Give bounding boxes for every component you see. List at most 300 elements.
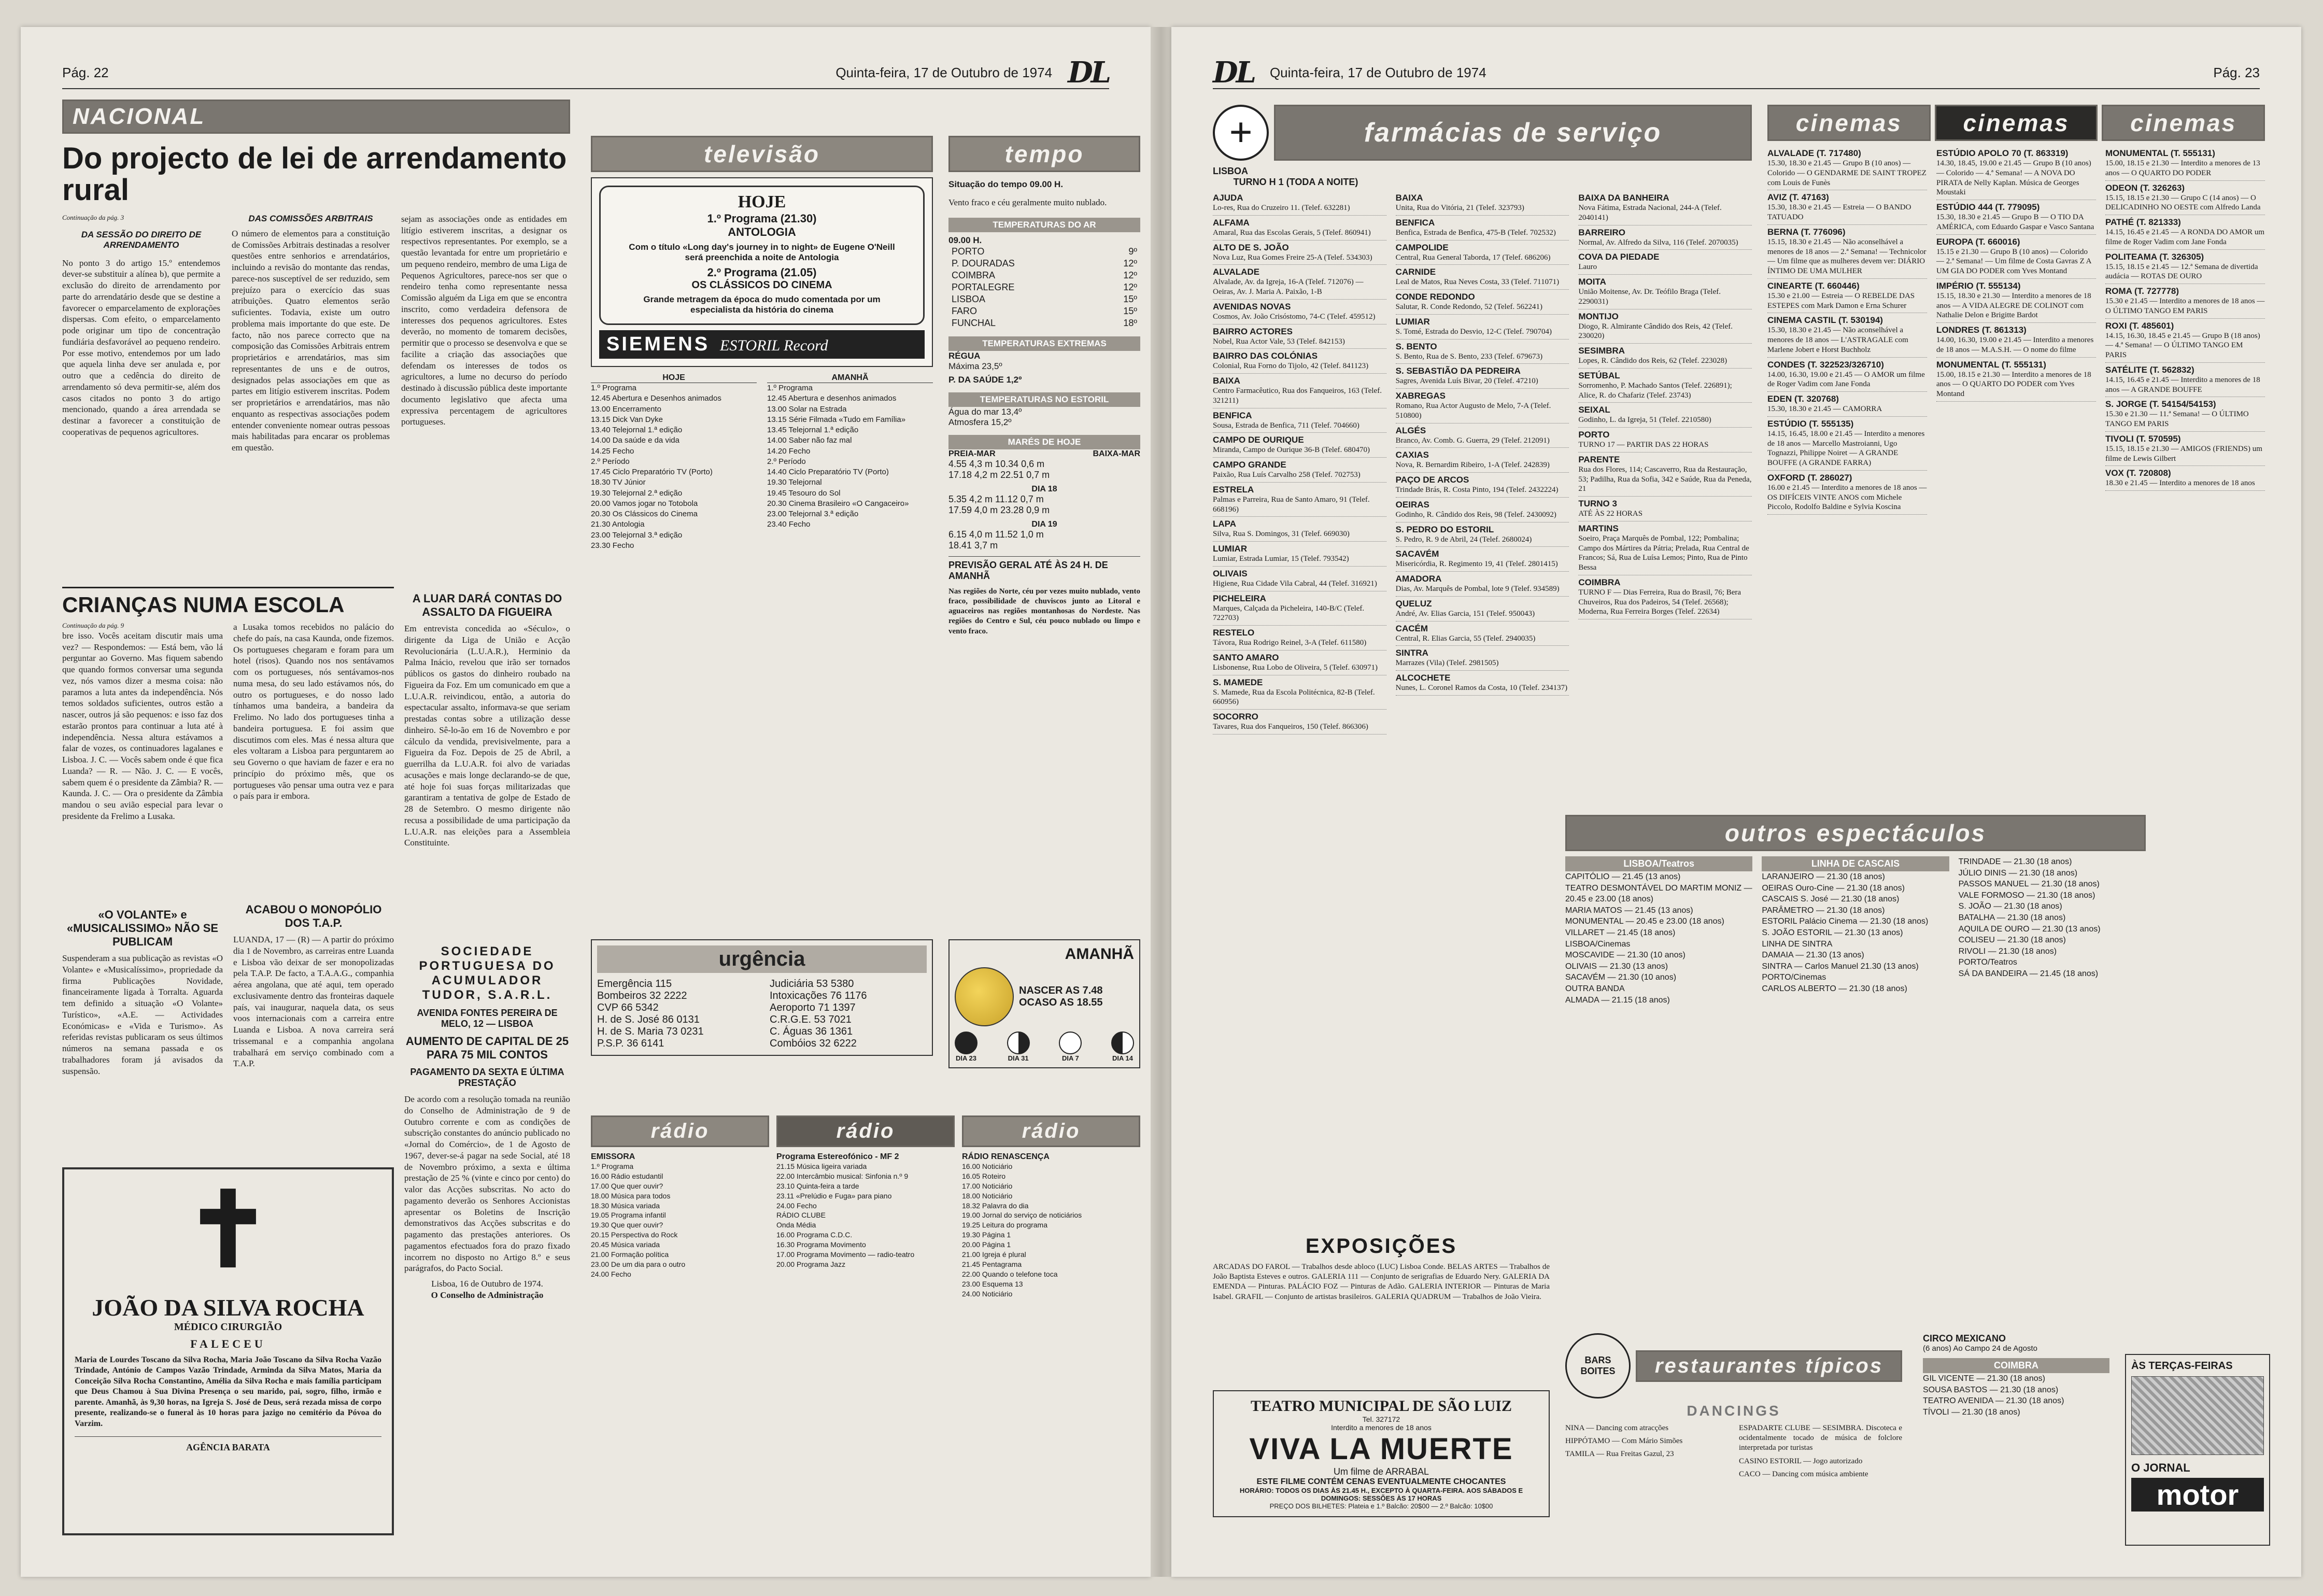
pharmacy-area: CAMPO GRANDE (1213, 460, 1286, 470)
moon-icon (1007, 1032, 1030, 1054)
pharmacy-area: SEIXAL (1578, 405, 1610, 415)
pharmacy-details: S. Tomé, Estrada do Desvio, 12-C (Telef. 790704) (1395, 327, 1552, 336)
schedule-line: ESTORIL Palácio Cinema — 21.30 (18 anos) (1762, 917, 1929, 926)
temperature-city: FARO (952, 305, 978, 316)
schedule-line: S. JOÃO — 21.30 (18 anos) (1958, 902, 2062, 911)
schedule-line: 14.00 Da saúde e da vida (591, 436, 679, 445)
nacional-text: No ponto 3 do artigo 15.º entendemos dever-se substituir a alínea b), que permite a exclusão do direito de arrendamento por parte do arrendatário desde que se destine a favorecer o emparcelamento de explorações dispersas. Com efeito, o emparcelamento pode originar um tipo de concentração fundiária desfavorável ao pequeno rendeiro. Por esse motivo, entendemos por um lado que aquela linha deve ser anulada e, por outro que a cedência do direito de arrendamento só deva permitir-se, além dos casos citados no ponto 3 do artigo mencionado, quando a área arrendada se destinar a favorecer a constituição de cooperativas de pequenos agricultores. (62, 258, 220, 437)
pharmacy-details: Nobel, Rua Actor Vale, 53 (Telef. 842153) (1213, 337, 1345, 346)
cinema-name: SATÉLITE (T. 562832) (2105, 364, 2194, 375)
pharmacy-details: Dias, Av. Marquês de Pombal, lote 9 (Telef. 934589) (1395, 585, 1560, 593)
agua-mar: Água do mar 13,4º (948, 406, 1022, 417)
cinema-name: ROMA (T. 727778) (2105, 286, 2179, 296)
moon-icon (1059, 1032, 1082, 1054)
nacional-text2: O número de elementos para a constituição de Comissões Arbitrais destinadas a resolver questões entre senhorios e arrendatários, incluindo a revisão do montante das rendas, parece-nos susceptível de ser reduzido, sem prejuízo para o exercício das suas atribuições. Quatro elementos serão suficientes. Todavia, existe um outro problema mais importante do que este. De facto, não nos parece correcto que na composição das Comissões Arbitrais entrem proprietários e arrendatários, mas sim representantes de uns e de outros, designados pelas associações em que as partes em litígio estiverem inscritas. Podem ser proprietários e arrendatários, mas não enquanto as respectivas associações podem entender conveniente nomear outras pessoas mais habilitadas para encarar os problemas em questão. (232, 228, 390, 453)
left-page-header (62, 57, 1109, 89)
urgencia-item: P.S.P. 36 6141 (597, 1038, 664, 1049)
pharmacy-details: União Moitense, Av. Dr. Teófilo Braga (Telef. 2290031) (1578, 288, 1721, 306)
pharmacy-entry (1213, 191, 1386, 216)
pharmacy-area: AMADORA (1395, 574, 1442, 584)
urgencia-item: Judiciária 53 5380 (770, 978, 854, 990)
pharmacy-entry (1396, 597, 1569, 622)
newspaper-logo: DL (1068, 55, 1109, 90)
schedule-line: 13.15 Série Filmada «Tudo em Família» (767, 415, 906, 424)
schedule-line: 20.30 Os Clássicos do Cinema (591, 510, 698, 518)
schedule-line: 21.00 Formação política (591, 1250, 669, 1259)
cinemas-banner: cinemas (2102, 105, 2265, 141)
schedule-line: CAPITÓLIO — 21.45 (13 anos) (1565, 872, 1681, 881)
nacional-subhead2: DAS COMISSÕES ARBITRAIS (248, 213, 373, 223)
pharmacy-details: Tavares, Rua dos Fanqueiros, 150 (Telef. 866306) (1213, 723, 1368, 731)
pharmacy-details: Misericórdia, R. Regimento 19, 41 (Telef. 2801415) (1395, 560, 1558, 569)
tv-hoje-list (591, 383, 757, 551)
pharmacy-entry (1396, 572, 1569, 597)
urgencia-box (591, 939, 933, 1056)
urgencia-grid (597, 978, 927, 1050)
cinema-entry (2105, 319, 2265, 363)
pharmacy-entry (1578, 453, 1752, 497)
pharmacy-details: S. Pedro, R. 9 de Abril, 24 (Telef. 2680024) (1395, 535, 1532, 544)
temperature-city: P. DOURADAS (952, 258, 1015, 269)
obituary-name: JOÃO DA SILVA ROCHA (92, 1294, 364, 1321)
restaurantes-banner: restaurantes típicos (1636, 1350, 1902, 1382)
moon-phase (1007, 1032, 1030, 1062)
pharmacy-area: CARNIDE (1395, 267, 1436, 277)
schedule-line: VALE FORMOSO — 21.30 (18 anos) (1958, 891, 2095, 900)
tempo-section (948, 136, 1140, 637)
cinemas-col3 (2105, 146, 2265, 515)
urgencia-item: Bombeiros 32 2222 (597, 990, 687, 1001)
radio-col2 (776, 1162, 955, 1269)
volante-text: Suspenderam a sua publicação as revistas «O Volante» e «Musicalíssimo», propriedade da firma Publicações Novidade, financeiramente ligada à Torralta. Aguarda tem definido a situação «O Volante» Turístico», «A.E. — Actividades Económicas» e «Vida e Turismo». As referidas revistas publicaram os seus últimos números na semana passada e os trabalhadores foram já avisados da suspensão. (62, 953, 223, 1076)
schedule-line: SINTRA — Carlos Manuel 21.30 (13 anos) (1762, 962, 1919, 971)
espectaculos-banner: outros espectáculos (1565, 815, 2146, 851)
schedule-line: LARANJEIRO — 21.30 (18 anos) (1762, 872, 1885, 881)
obituary-text: Maria de Lourdes Toscano da Silva Rocha, Maria João Toscano da Silva Rocha Vazão Trindade, António de Campos Vazão Trindade, Arminda da Silva Matos, Maria da Conceição Silva Rocha Constantino, Amélia da Silva Rocha e mais família participam que Deus Chamou à Sua Divina Presença o seu marido, pai, sogro, filho, irmão e parente. Amanhã, às 9,30 horas, na Igreja S. José de Deus, será rezada missa de corpo presente, realizando-se o funeral às 10 horas para jazigo no cemitério da Póvoa do Varzim. (75, 1355, 381, 1428)
pharmacy-entry (1396, 216, 1569, 241)
schedule-line: 23.00 Telejornal 3.ª edição (591, 530, 683, 540)
pharmacy-entry (1213, 374, 1386, 408)
pharmacy-entry (1213, 408, 1386, 433)
cinema-details: 15.30 e 21.30 — 11.ª Semana! — O ÚLTIMO TANGO EM PARIS (2105, 410, 2249, 428)
schedule-line: JÚLIO DINIS — 21.30 (18 anos) (1958, 868, 2078, 878)
page-fold (1151, 27, 1171, 1577)
pharmacy-entry (1578, 344, 1752, 369)
schedule-line: SOUSA BASTOS — 21.30 (18 anos) (1923, 1385, 2059, 1394)
pharmacy-area: TURNO 3 (1578, 499, 1617, 509)
nacional-headline: Do projecto de lei de arrendamento rural (62, 142, 567, 207)
cinema-entry (2105, 466, 2265, 491)
radio-col3-title: RÁDIO RENASCENÇA (962, 1152, 1050, 1161)
schedule-line: 16.05 Roteiro (962, 1171, 1006, 1180)
schedule-line: VILLARET — 21.45 (18 anos) (1565, 928, 1676, 937)
pharmacy-entry (1396, 448, 1569, 473)
pharmacy-details: Lo-res, Rua do Cruzeiro 11. (Telef. 632281) (1213, 204, 1350, 212)
urgencia-item: Combóios 32 6222 (770, 1038, 857, 1049)
restaurantes-list (1565, 1423, 1902, 1479)
pharmacy-details: Nova, R. Bernardim Ribeiro, 1-A (Telef. 242839) (1395, 461, 1550, 470)
volante-headline: «O VOLANTE» e «MUSICALISSIMO» NÃO SE PUBLICAM (66, 908, 219, 948)
schedule-line: MARIA MATOS — 21.45 (13 anos) (1565, 906, 1693, 915)
pharmacy-area: ALVALADE (1213, 267, 1260, 277)
mare-row: 17.18 4,2 m 22.51 0,7 m (948, 469, 1050, 480)
radio-banner: rádio (776, 1115, 955, 1147)
pharmacy-entry (1396, 498, 1569, 522)
cross-icon: ✝ (185, 1174, 272, 1289)
mare-row: 6.15 4,0 m 11.52 1,0 m (948, 529, 1044, 540)
amanha-box (948, 939, 1140, 1068)
espectaculos-col1-title: LISBOA/Teatros (1565, 856, 1752, 871)
cinema-details: 15.15 e 21.30 — Grupo B (10 anos) — Colorido — 2.ª Semana! — Um filme de Costa Gavras Z A UM GIA DO PODER com Yves Montand (1936, 247, 2091, 275)
schedule-line: TÍVOLI — 21.30 (18 anos) (1923, 1407, 2020, 1417)
schedule-line: LISBOA/Cinemas (1565, 939, 1631, 949)
cinema-entry (2105, 181, 2265, 216)
pharmacy-details: Central, Rua General Taborda, 17 (Telef. 686206) (1395, 253, 1551, 262)
pharmacy-details: André, Av. Elias Garcia, 151 (Telef. 950043) (1395, 609, 1535, 618)
pharmacy-details: Normal, Av. Alfredo da Silva, 116 (Telef. 2070035) (1578, 238, 1738, 247)
pharmacy-details: Távora, Rua Rodrigo Reinel, 3-A (Telef. 611580) (1213, 639, 1367, 647)
pharmacy-details: Central, R. Elias Garcia, 55 (Telef. 2940035) (1395, 634, 1536, 643)
pharmacy-entry (1213, 458, 1386, 483)
schedule-line: 2.º Período (591, 457, 630, 466)
cinema-entry (1936, 235, 2096, 279)
espectaculos-col2 (1762, 871, 1949, 995)
tudor-pagamento: PAGAMENTO DA SEXTA E ÚLTIMA PRESTAÇÃO (410, 1067, 564, 1088)
obituary (62, 1167, 394, 1535)
schedule-line: 24.00 Noticiário (962, 1289, 1013, 1298)
nacional-article (62, 100, 570, 454)
cinema-details: 15.00, 18.15 e 21.30 — Interdito a menores de 18 anos — O QUARTO DO PODER com Yves Montand (1936, 370, 2091, 398)
radio-col2-title: Programa Estereofónico - MF 2 (776, 1152, 899, 1161)
cinema-name: S. JORGE (T. 54154/54153) (2105, 399, 2216, 409)
temperature-value: 12º (1123, 258, 1137, 269)
pharmacy-details: TURNO F — Dias Ferreira, Rua do Brasil, 76; Bera Chuveiros, Rua dos Padeiros, 54 (Telef. 26568); Moderna, Rua Ferreira Borges (Telef. 22634) (1578, 588, 1741, 616)
temperature-row (948, 293, 1140, 305)
dancings-title: DANCINGS (1687, 1403, 1781, 1419)
motor-logo: motor (2131, 1478, 2264, 1512)
tap-headline: ACABOU O MONOPÓLIO DOS T.A.P. (245, 903, 382, 929)
schedule-line: 18.00 Música para todos (591, 1191, 671, 1200)
cinema-entry (1767, 392, 1927, 417)
schedule-line: 14.25 Fecho (591, 446, 634, 456)
restaurant-item: NINA — Dancing com atracções (1565, 1424, 1669, 1432)
cinema-name: ESTÚDIO 444 (T. 779095) (1936, 202, 2040, 212)
cinema-name: AVIZ (T. 47163) (1767, 192, 1829, 203)
cinema-name: LONDRES (T. 861313) (1936, 325, 2027, 335)
pharmacy-area: SETÚBAL (1578, 370, 1620, 380)
pharmacy-area: SESIMBRA (1578, 346, 1625, 356)
nacional-subhead: DA SESSÃO DO DIREITO DE ARRENDAMENTO (81, 229, 202, 250)
schedule-line: 24.00 Fecho (591, 1269, 631, 1278)
cinema-details: 14.30, 18.45, 19.00 e 21.45 — Grupo B (10 anos) — Colorido — 4.ª Semana! — A NOVA DO PIRATA de Nelly Kaplan. Música de Georges Moustaki (1936, 159, 2091, 197)
schedule-line: SACAVÉM — 21.30 (10 anos) (1565, 973, 1677, 982)
pharmacy-details: Benfica, Estrada de Benfica, 475-B (Telef. 702532) (1395, 228, 1556, 237)
cinema-entry (1767, 471, 1927, 515)
restaurant-item: ESPADARTE CLUBE — SESIMBRA. Discoteca e ocidentalmente tocado de música de folclore interpretada por turistas (1739, 1424, 1902, 1452)
schedule-line: TRINDADE — 21.30 (18 anos) (1958, 857, 2072, 866)
schedule-line: 24.00 Fecho (776, 1201, 817, 1210)
pharmacy-area: QUELUZ (1395, 598, 1432, 609)
schedule-line: AQUILA DE OURO — 21.30 (13 anos) (1958, 924, 2101, 934)
cinema-details: 14.15, 16.45 e 21.45 — A RONDA DO AMOR um filme de Roger Vadim com Jane Fonda (2105, 228, 2265, 246)
sun-set: OCASO AS 18.55 (1019, 997, 1103, 1008)
schedule-line: PARÂMETRO — 21.30 (18 anos) (1762, 906, 1885, 915)
radio-col3 (962, 1162, 1140, 1298)
pharmacy-entry (1396, 547, 1569, 572)
pharmacy-details: Paixão, Rua Luís Carvalho 258 (Telef. 702753) (1213, 471, 1361, 479)
regua-label: RÉGUA (948, 350, 981, 361)
cinema-details: 15.30 e 21.45 — Interdito a menores de 18 anos — O ÚLTIMO TANGO EM PARIS (2105, 297, 2265, 315)
pharmacy-entry (1396, 646, 1569, 671)
pharmacy-area: BAIXA DA BANHEIRA (1578, 193, 1669, 203)
motor-title: ÀS TERÇAS-FEIRAS (2131, 1360, 2233, 1372)
schedule-line: 13.45 Telejornal 1.ª edição (767, 426, 859, 434)
pharmacy-details: Palmas e Parreira, Rua de Santo Amaro, 91 (Telef. 668196) (1213, 495, 1370, 514)
temperature-value: 15º (1123, 293, 1137, 304)
pharmacy-area: CAMPO DE OURIQUE (1213, 435, 1304, 445)
cinema-entry (1936, 200, 2096, 235)
mares-col-baixa: BAIXA-MAR (1093, 449, 1140, 458)
cinema-details: 14.15, 16.30, 18.45 e 21.45 — Grupo B (18 anos) — 4.ª Semana! — O ÚLTIMO TANGO EM PARIS (2105, 331, 2260, 359)
temperature-row (948, 270, 1140, 281)
farmacias-section (1213, 105, 1752, 735)
nacional-text3: sejam as associações onde as entidades em litígio estiverem inscritas, a designar os respectivos representantes. Por exemplo, se a questão levantada for entre um proprietário e um pequeno rendeiro, membro de uma Liga de Pequenos Agricultores, parece-nos ser que o rendeiro tenha como representante nessa Comissão alguém da Liga em que se encontra inscrito, como verdadeira defensora de interesses dos pequenos agricultores. Estes deverão, no momento de tomarem decisões, permitir que o processo se desenvolva e que se facilite a criação das associações que defendam os interesses de todos os agricultores, a lume no decurso do período destinado à discussão pública deste importante documento legislativo que afecta uma expressiva percentagem de agricultores portugueses. (401, 214, 567, 427)
pharmacy-details: Amaral, Rua das Escolas Gerais, 5 (Telef. 860941) (1213, 228, 1371, 237)
tudor-notice (404, 944, 570, 1301)
cinema-name: ESTÚDIO APOLO 70 (T. 863319) (1936, 148, 2069, 158)
schedule-line: 14.00 Saber não faz mal (767, 436, 852, 445)
pharmacy-area: BAIRRO DAS COLÓNIAS (1213, 351, 1318, 361)
pharmacy-entry (1578, 250, 1752, 275)
pharmacy-details: Nunes, L. Coronel Ramos da Costa, 10 (Telef. 234137) (1395, 684, 1568, 692)
schedule-line: 16.30 Programa Movimento (776, 1240, 866, 1249)
cinema-entry (1936, 146, 2096, 200)
right-page-header (1213, 57, 2260, 89)
cinema-name: TIVOLI (T. 570595) (2105, 433, 2181, 444)
cinema-entry (2105, 397, 2265, 432)
cinema-entry (1767, 146, 1927, 190)
schedule-line: 22.00 Intercâmbio musical: Sinfonia n.º 9 (776, 1171, 909, 1180)
pharmacy-area: CONDE REDONDO (1395, 292, 1475, 302)
tempo-banner: tempo (948, 136, 1140, 172)
schedule-line: 20.00 Vamos jogar no Totobola (591, 499, 698, 508)
pharmacy-entry (1213, 349, 1386, 374)
moon-label: DIA 14 (1112, 1054, 1133, 1062)
pharmacy-area: COIMBRA (1578, 577, 1621, 587)
pharmacy-details: Sorromenho, P. Machado Santos (Telef. 226891); Alice, R. do Chafariz (Telef. 23743) (1578, 381, 1732, 400)
pharmacy-entry (1213, 517, 1386, 542)
pharmacy-entry (1578, 191, 1752, 225)
schedule-line: 20.30 Cinema Brasileiro «O Cangaceiro» (767, 499, 909, 508)
pharmacy-details: Lauro (1578, 263, 1597, 272)
criancas-continued: Continuação da pág. 9 (62, 622, 124, 630)
pharmacy-details: Marques, Calçada da Picheleira, 140-B/C (Telef. 722703) (1213, 604, 1365, 623)
radio-banner: rádio (591, 1115, 769, 1147)
pharmacy-details: Romano, Rua Actor Augusto de Melo, 7-A (Telef. 510800) (1395, 402, 1551, 420)
right-page (1171, 27, 2301, 1577)
cinema-name: PATHÉ (T. 821333) (2105, 217, 2181, 227)
pharmacy-details: S. Bento, Rua de S. Bento, 233 (Telef. 679673) (1395, 352, 1543, 361)
criancas-text: bre isso. Vocês aceitam discutir mais uma vez? — Respondemos: — Está bem, vão lá perguntar ao Governo. Mas fiquem sabendo que quando formos conversar uma segunda vez, nós vamos dizer a mesma coisa: não paramos a luta antes da independência. Nós temos soldados suficientes, outros estão a nascer, outros já são pequenos: e isso faz dos estarão prontos para continuar a luta até à independência. Nessa altura estávamos a falar de vozes, os continuadores lagalanes e Lisboa. J. C. — Vocês sabem onde é que fica Luanda? — R. — Não. J. C. — E vocês, sabem quem é o presidente da Zâmbia? R. — Kaunda. J. C. — Ora o presidente da Zâmbia mandou o seu avião especial para levar o presidente da Frelimo a Lusaka. (62, 630, 223, 821)
schedule-line: 16.00 Programa C.D.C. (776, 1231, 853, 1239)
pharmacy-area: OEIRAS (1395, 499, 1429, 510)
pharmacy-area: ESTRELA (1213, 484, 1254, 495)
cinema-entry (2105, 363, 2265, 398)
pharmacy-details: Lumiar, Estrada Lumiar, 15 (Telef. 793542) (1213, 555, 1349, 563)
pharmacy-details: Nova Luz, Rua Gomes Freire 25-A (Telef. 534303) (1213, 253, 1372, 262)
saoluiz-interdito: Interdito a menores de 18 anos (1331, 1423, 1432, 1432)
schedule-line: 12.45 Abertura e Desenhos animados (591, 394, 721, 403)
urgencia-banner: urgência (597, 945, 927, 973)
schedule-line: 13.15 Dick Van Dyke (591, 415, 663, 424)
schedule-line: 13.00 Encerramento (591, 404, 661, 414)
estoril-title: TEMPERATURAS NO ESTORIL (948, 392, 1140, 407)
saoluiz-warning: ESTE FILME CONTÉM CENAS EVENTUALMENTE CHOCANTES (1256, 1477, 1506, 1486)
circo-coimbra (1923, 1333, 2109, 1418)
temp-title: TEMPERATURAS DO AR (948, 218, 1140, 232)
cinema-entry (1767, 190, 1927, 225)
cinema-details: 18.30 e 21.45 — Interdito a menores de 18 anos (2105, 479, 2255, 488)
pharmacy-area: AVENIDAS NOVAS (1213, 301, 1291, 312)
page-date: Quinta-feira, 17 de Outubro de 1974 (1269, 64, 1486, 80)
tv-antologia: ANTOLOGIA (728, 225, 796, 238)
urgencia-item: H. de S. José 86 0131 (597, 1014, 700, 1025)
schedule-line: ALMADA — 21.15 (18 anos) (1565, 995, 1670, 1005)
restaurant-item: CACO — Dancing com música ambiente (1739, 1470, 1868, 1478)
temperature-city: LISBOA (952, 293, 986, 304)
pharmacy-area: RESTELO (1213, 628, 1255, 638)
cinema-name: ALVALADE (T. 717480) (1767, 148, 1861, 158)
moon-icon (1111, 1032, 1134, 1054)
cinema-details: 14.00, 16.30, 19.00 e 21.45 — Interdito a menores de 18 anos — M.A.S.H. — O nome do filme (1936, 336, 2094, 354)
pharmacy-area: LAPA (1213, 519, 1237, 529)
pharmacy-details: Godinho, R. Cândido dos Reis, 98 (Telef. 2430092) (1395, 510, 1556, 519)
coimbra-list (1923, 1373, 2109, 1418)
criancas-headline: CRIANÇAS NUMA ESCOLA (62, 592, 345, 617)
pharmacy-entry (1213, 300, 1386, 324)
pharmacy-area: BAIXA (1213, 376, 1240, 386)
schedule-line: DAMAIA — 21.30 (13 anos) (1762, 951, 1864, 960)
schedule-line: 1.º Programa (591, 384, 637, 392)
saoluiz-precos: PREÇO DOS BILHETES: Plateia e 1.º Balcão: 20$00 — 2.º Balcão: 10$00 (1269, 1502, 1493, 1510)
cinema-details: 15.30, 18.30 e 21.45 — Não aconselhável a menores de 18 anos — L'ASTRAGALE com Marlene Jobert e Horst Buchholz (1767, 326, 1908, 354)
pharmacy-area: PAÇO DE ARCOS (1395, 475, 1469, 485)
pharmacy-entry (1213, 216, 1386, 241)
schedule-line: 20.00 Página 1 (962, 1240, 1011, 1249)
urgencia-item: C.R.G.E. 53 7021 (770, 1014, 852, 1025)
schedule-line: 23.00 Telejornal 3.ª edição (767, 510, 859, 518)
moon-phase (1111, 1032, 1134, 1062)
pharmacy-area: LUMIAR (1395, 316, 1430, 327)
pharmacy-entry (1396, 473, 1569, 498)
pharmacy-details: Centro Farmacêutico, Rua dos Fanqueiros, 163 (Telef. 321211) (1213, 387, 1382, 405)
tudor-address: AVENIDA FONTES PEREIRA DE MELO, 12 — LISBOA (417, 1008, 558, 1029)
p-saude: P. DA SAÚDE 1,2º (948, 374, 1022, 385)
pharmacy-entry (1213, 591, 1386, 626)
pharmacy-details: Unita, Rua do Vitória, 21 (Telef. 323793) (1395, 204, 1524, 212)
schedule-line: TEATRO AVENIDA — 21.30 (18 anos) (1923, 1396, 2064, 1406)
saoluiz-ad (1213, 1390, 1550, 1517)
extremes-title: TEMPERATURAS EXTREMAS (948, 336, 1140, 351)
pharmacy-entry (1396, 423, 1569, 448)
cinema-name: ESTÚDIO (T. 555135) (1767, 418, 1854, 429)
schedule-line: 23.40 Fecho (767, 520, 811, 529)
pharmacy-details: TURNO 17 — PARTIR DAS 22 HORAS (1578, 441, 1709, 449)
temperature-city: PORTALEGRE (952, 281, 1015, 292)
tv-amanha-list (767, 383, 933, 530)
mares-title: MARÉS DE HOJE (948, 435, 1140, 449)
pharmacy-area: PARENTE (1578, 454, 1620, 464)
schedule-line: BATALHA — 21.30 (18 anos) (1958, 913, 2066, 922)
pharmacy-cross-icon: + (1213, 105, 1269, 161)
schedule-line: 23.10 Quinta-feira a tarde (776, 1181, 859, 1190)
pharmacy-area: LUMIAR (1213, 544, 1248, 554)
urgencia-item: C. Águas 36 1361 (770, 1026, 853, 1037)
pharmacy-details: Nova Fátima, Estrada Nacional, 244-A (Telef. 2040141) (1578, 204, 1722, 222)
pharmacy-area: BENFICA (1213, 410, 1252, 420)
pharmacy-entry (1213, 265, 1386, 300)
cinema-entry (2105, 432, 2265, 467)
cinemas-col2 (1936, 146, 2096, 515)
cinema-name: POLITEAMA (T. 326305) (2105, 251, 2204, 262)
pharmacy-details: Salutar, R. Conde Redondo, 52 (Telef. 562241) (1395, 303, 1542, 311)
temperature-value: 12º (1123, 281, 1137, 292)
pharmacy-area: MOITA (1578, 277, 1606, 287)
schedule-line: OUTRA BANDA (1565, 984, 1625, 993)
cinema-details: 16.00 e 21.45 — Interdito a menores de 18 anos — OS DIFÍCEIS VINTE ANOS com Michele Piccolo, Rodolfo Baldine e Sylvia Koscina (1767, 483, 1927, 512)
pharmacy-area: ALCOCHETE (1395, 673, 1451, 683)
cinema-entry (1936, 323, 2096, 358)
espectaculos-col2-title: LINHA DE CASCAIS (1762, 856, 1949, 871)
pharmacy-area: BARREIRO (1578, 227, 1626, 237)
schedule-line: 16.00 Noticiário (962, 1162, 1013, 1170)
schedule-line: MOSCAVIDE — 21.30 (10 anos) (1565, 951, 1685, 960)
tudor-signature: O Conselho de Administração (431, 1290, 544, 1300)
schedule-line: OEIRAS Ouro-Cine — 21.30 (18 anos) (1762, 883, 1905, 893)
farmacias-column (1213, 191, 1386, 735)
cinemas-section (1767, 105, 2265, 515)
regua-max: Máxima 23,5º (948, 361, 1002, 371)
schedule-line: 17.45 Ciclo Preparatório TV (Porto) (591, 468, 713, 476)
pharmacy-area: ALFAMA (1213, 217, 1250, 228)
pharmacy-details: Miranda, Campo de Ourique 36-B (Telef. 680470) (1213, 446, 1370, 455)
pharmacy-area: XABREGAS (1395, 391, 1446, 401)
tv-desc2: Grande metragem da época do mudo comentada por um especialista da história do cinema (643, 294, 881, 315)
pharmacy-details: Silva, Rua S. Domingos, 31 (Telef. 669030) (1213, 530, 1350, 539)
atmosfera: Atmosfera 15,2º (948, 417, 1012, 427)
mare-row: 5.35 4,2 m 11.12 0,7 m (948, 493, 1044, 504)
criancas-article (62, 587, 394, 822)
pharmacy-entry (1213, 433, 1386, 458)
criancas-text2: a Lusaka tomos recebidos no palácio do chefe do país, na casa Kaunda, onde fizemos. Os portugueses chegaram e foram para um hotel (risos). Quando nos nos sentávamos com os portugueses, nós sentávamos-nos numa mesa, do seu lado estávamos nós, do outro os portugueses, e do nosso lado tínhamos uma bandeira, a bandeira da Frelimo. No lado dos portugueses tinha a bandeira portuguesa. E foi assim que discutimos com eles. Mas é nessa altura que eles voltaram a Lisboa para perguntarem ao seu Governo o que haviam de fazer e era no princípio do próximo mês, que os portugueses vão pensar uma outra vez e para o país para ir embora. (233, 622, 394, 801)
temperature-value: 18º (1123, 317, 1137, 328)
mare-row: 4.55 4,3 m 10.34 0,6 m (948, 458, 1045, 469)
cinema-entry (2105, 250, 2265, 285)
cinema-name: OXFORD (T. 286027) (1767, 472, 1852, 483)
tudor-aumento: AUMENTO DE CAPITAL DE 25 PARA 75 MIL CONTOS (405, 1035, 569, 1061)
schedule-line: 14.40 Ciclo Preparatório TV (Porto) (767, 468, 889, 476)
pharmacy-area: SOCORRO (1213, 712, 1258, 722)
sun-rise: NASCER AS 7.48 (1019, 985, 1103, 996)
coimbra-title: COIMBRA (1923, 1358, 2109, 1373)
temperature-row (948, 258, 1140, 270)
pharmacy-entry (1396, 389, 1569, 423)
pharmacy-entry (1396, 191, 1569, 216)
schedule-line: RIVOLI — 21.30 (18 anos) (1958, 947, 2057, 956)
cinema-details: 15.15, 18.30 e 21.45 — Não aconselhável a menores de 18 anos — 2.ª Semana! — Technicolor — Um filme que as mulheres devem ver: DIÁRIO ÍNTIMO DE UMA MULHER (1767, 237, 1927, 275)
cinema-name: VOX (T. 720808) (2105, 468, 2171, 478)
schedule-line: 14.20 Fecho (767, 446, 811, 456)
